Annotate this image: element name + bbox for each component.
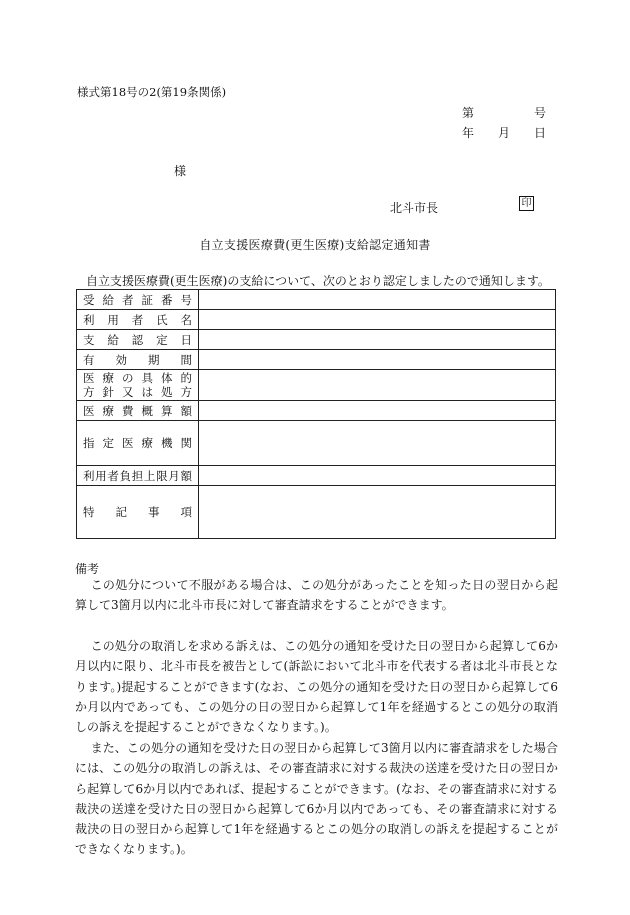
table-row bbox=[77, 486, 556, 539]
recipient-honorific: 様 bbox=[174, 164, 187, 178]
row-label: 医療費概算額 bbox=[77, 401, 199, 421]
table-row bbox=[77, 310, 556, 330]
row-label: 受給者証番号 bbox=[77, 290, 199, 310]
row-label: 特記事項 bbox=[77, 486, 199, 539]
form-number: 様式第18号の2(第19条関係) bbox=[77, 85, 227, 99]
table-row bbox=[77, 421, 556, 466]
document-number-prefix: 第 bbox=[462, 106, 475, 120]
row-value-cell bbox=[199, 350, 556, 370]
table-row bbox=[77, 401, 556, 421]
intro-text: 自立支援医療費(更生医療)の支給について、次のとおり認定しましたので通知します。 bbox=[86, 274, 550, 288]
seal-mark: 印 bbox=[519, 196, 534, 211]
row-value-cell bbox=[199, 310, 556, 330]
document-title: 自立支援医療費(更生医療)支給認定通知書 bbox=[199, 238, 431, 252]
remarks-paragraph: この処分について不服がある場合は、この処分があったことを知った日の翌日から起算して3箇月以内に北斗市長に対して審査請求をすることができます。 bbox=[75, 578, 558, 613]
row-value-cell bbox=[199, 330, 556, 350]
row-value-cell bbox=[199, 290, 556, 310]
date-day-label: 日 bbox=[534, 126, 547, 140]
table-row bbox=[77, 350, 556, 370]
table-row bbox=[77, 466, 556, 486]
remarks-heading: 備考 bbox=[75, 562, 100, 576]
row-label: 支給認定日 bbox=[77, 330, 199, 350]
row-value-cell bbox=[199, 401, 556, 421]
table-row bbox=[77, 370, 556, 401]
row-label: 医療の具体的 方針又は処方 bbox=[77, 370, 199, 401]
row-label: 利用者負担上限月額 bbox=[77, 466, 199, 486]
row-label: 有効期間 bbox=[77, 350, 199, 370]
row-label: 利用者氏名 bbox=[77, 310, 199, 330]
certification-table bbox=[76, 289, 556, 539]
remarks-paragraph: また、この処分の通知を受けた日の翌日から起算して3箇月以内に審査請求をした場合には、この処分の取消しの訴えは、その審査請求に対する裁決の送達を受けた日の翌日から起算して6か月以内であれば、提起することができます。(なお、その審査請求に対する裁決の送達を受けた日の翌日から起算して6か月以内であっても、その審査請求に対する裁決の日の翌日から起算して1年を経過するとこの処分の取消しの訴えを提起することができなくなります。)。 bbox=[75, 741, 558, 857]
row-value-cell bbox=[199, 466, 556, 486]
row-label: 指定医療機関 bbox=[77, 421, 199, 466]
row-value-cell bbox=[199, 370, 556, 401]
issuer-name: 北斗市長 bbox=[390, 201, 439, 215]
row-value-cell bbox=[199, 421, 556, 466]
table-row bbox=[77, 290, 556, 310]
row-value-cell bbox=[199, 486, 556, 539]
date-year-label: 年 bbox=[462, 126, 475, 140]
date-month-label: 月 bbox=[498, 126, 511, 140]
document-number-suffix: 号 bbox=[534, 106, 547, 120]
table-row bbox=[77, 330, 556, 350]
remarks-paragraph: この処分の取消しを求める訴えは、この処分の通知を受けた日の翌日から起算して6か月以内に限り、北斗市長を被告として(訴訟において北斗市を代表する者は北斗市長となります。)提起することができます(なお、この処分の通知を受けた日の翌日から起算して6か月以内であっても、この処分の日の翌日から起算して1年を経過するとこの処分の取消しの訴えを提起することができなくなります。)。 bbox=[75, 639, 558, 735]
